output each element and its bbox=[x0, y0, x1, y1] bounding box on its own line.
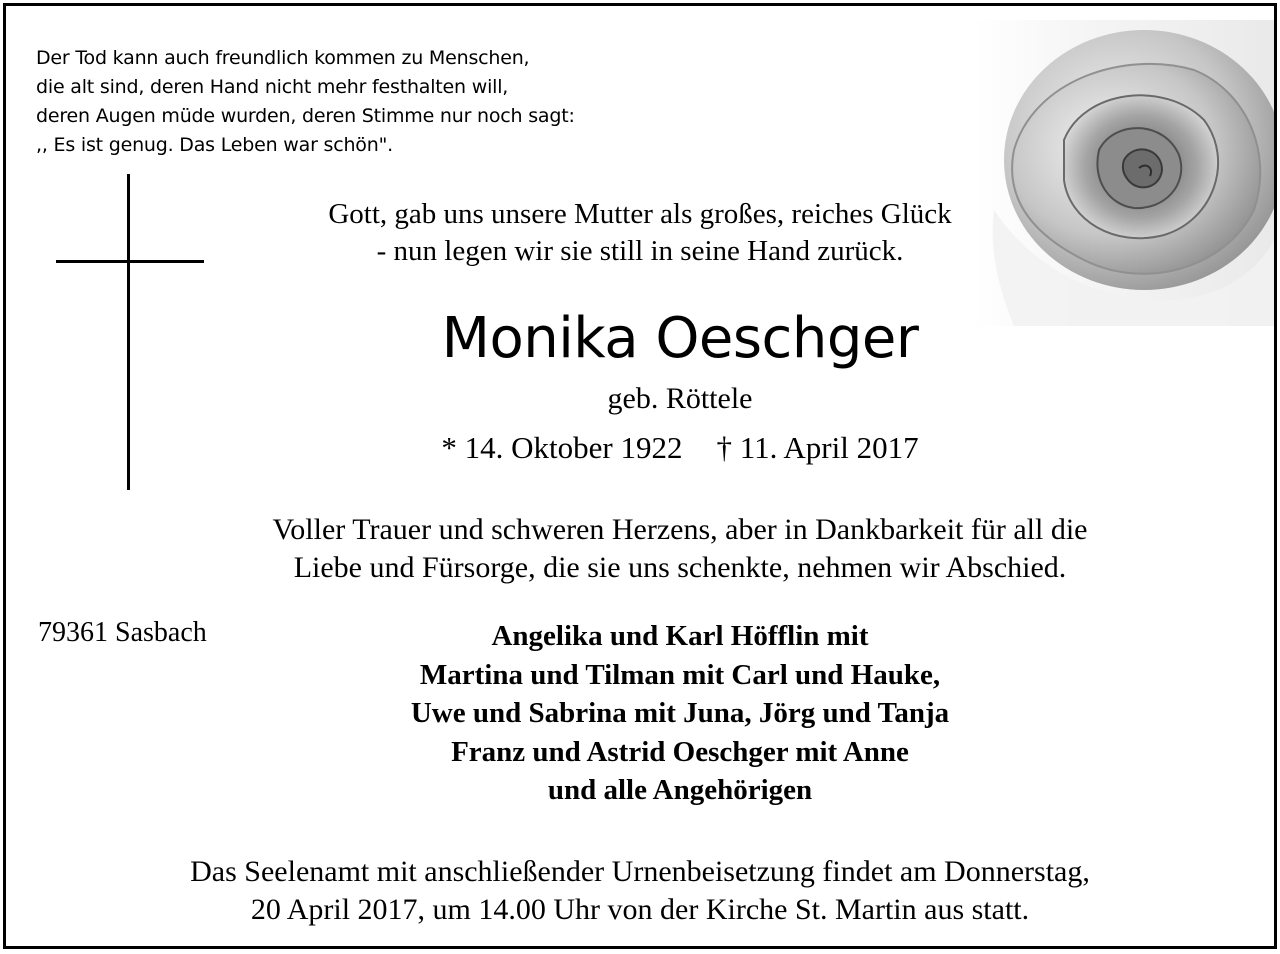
deceased-name: Monika Oeschger bbox=[441, 306, 919, 371]
family-line: Angelika und Karl Höfflin mit bbox=[491, 620, 869, 652]
birth-date: * 14. Oktober 1922 bbox=[441, 430, 683, 465]
verse-line: Gott, gab uns unsere Mutter als großes, reiches Glück bbox=[328, 198, 952, 230]
verse-line: - nun legen wir sie still in seine Hand zurück. bbox=[376, 235, 904, 267]
rose-icon bbox=[974, 20, 1274, 326]
service-line: Das Seelenamt mit anschließender Urnenbeisetzung findet am Donnerstag, bbox=[190, 855, 1090, 888]
birth-name: geb. Röttele bbox=[607, 382, 753, 415]
poem-line: deren Augen müde wurden, deren Stimme nur noch sagt: bbox=[36, 105, 575, 127]
poem-line: die alt sind, deren Hand nicht mehr festhalten will, bbox=[36, 76, 509, 98]
place: 79361 Sasbach bbox=[38, 617, 207, 648]
service-info bbox=[6, 853, 1274, 929]
service-line: 20 April 2017, um 14.00 Uhr von der Kirche St. Martin aus statt. bbox=[250, 893, 1030, 926]
family-line: Franz und Astrid Oeschger mit Anne bbox=[451, 735, 909, 768]
family-list bbox=[46, 617, 1277, 810]
farewell-line: Voller Trauer und schweren Herzens, aber in Dankbarkeit für all die bbox=[272, 513, 1088, 546]
farewell-line: Liebe und Fürsorge, die sie uns schenkte, nehmen wir Abschied. bbox=[293, 551, 1067, 584]
poem bbox=[36, 44, 575, 160]
poem-line: ,, Es ist genug. Das Leben war schön". bbox=[36, 134, 393, 156]
life-dates bbox=[46, 428, 1277, 468]
verse bbox=[6, 196, 1274, 270]
family-line: und alle Angehörigen bbox=[547, 774, 813, 806]
obituary-notice bbox=[3, 3, 1277, 949]
family-line: Martina und Tilman mit Carl und Hauke, bbox=[419, 658, 941, 691]
farewell-text bbox=[46, 511, 1277, 587]
poem-line: Der Tod kann auch freundlich kommen zu Menschen, bbox=[36, 47, 530, 69]
family-line: Uwe und Sabrina mit Juna, Jörg und Tanja bbox=[410, 697, 950, 729]
death-date: † 11. April 2017 bbox=[716, 430, 919, 465]
